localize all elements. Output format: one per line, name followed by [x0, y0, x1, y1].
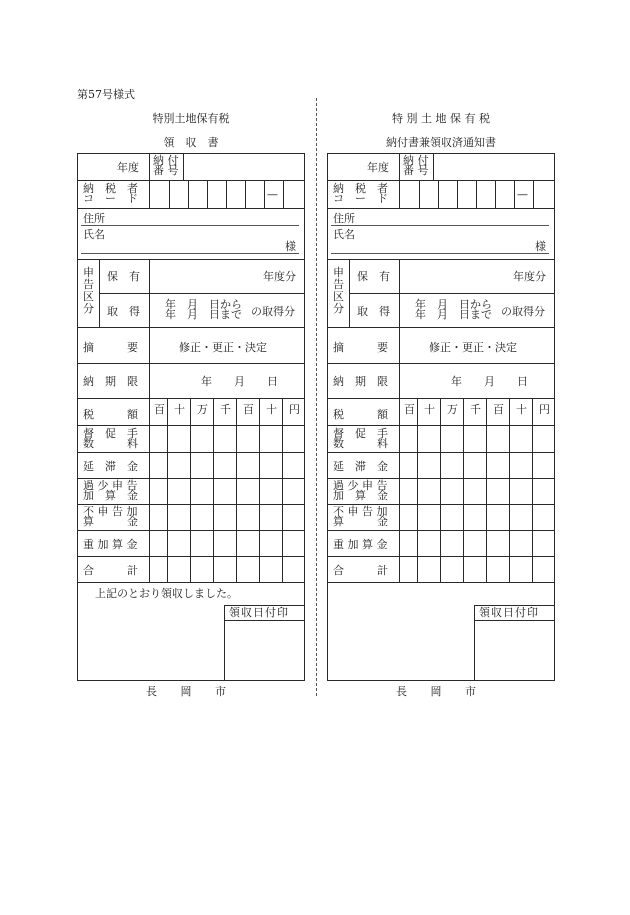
- tekiyo-value: 修正・更正・決定: [179, 341, 267, 354]
- sama-label: 様: [535, 240, 546, 253]
- shutoku-bun: の取得分: [501, 305, 545, 318]
- address-label: 住所: [83, 212, 105, 225]
- tekiyo-value: 修正・更正・決定: [429, 341, 517, 354]
- hoyu-label: 保 有: [357, 270, 390, 283]
- tekiyo-label: 摘 要: [333, 341, 388, 354]
- code-dash: —: [517, 188, 528, 201]
- code-dash: —: [267, 188, 278, 201]
- nendo-label: 年度: [117, 161, 139, 174]
- hoyu-label: 保 有: [107, 270, 140, 283]
- kasho-label: 過 少 申 告 加 算 金: [83, 479, 138, 502]
- digit-sen: 千: [470, 403, 481, 416]
- hoyu-nendo-bun: 年度分: [263, 270, 296, 283]
- closing-text: 上記のとおり領収しました。: [95, 587, 238, 600]
- digit-man: 万: [197, 403, 208, 416]
- nouki-label: 納 期 限: [333, 375, 388, 388]
- stamp-label: 領収日付印: [229, 606, 289, 619]
- zeigaku-label: 税 額: [83, 408, 138, 421]
- tokusoku-label: 督 促 手 数 料: [333, 427, 388, 450]
- right-subtitle: 納付書兼領収済通知書: [386, 136, 496, 149]
- digit-en: 円: [539, 403, 550, 416]
- shinkoku-kubun-label: 申 告 区 分: [83, 266, 94, 315]
- nouki-value: 年 月 日: [451, 375, 528, 388]
- tokusoku-label: 督 促 手 数 料: [83, 427, 138, 450]
- fushinkoku-label: 不 申 告 加 算 金: [333, 505, 388, 528]
- entai-label: 延 滞 金: [83, 460, 138, 473]
- digit-man: 万: [447, 403, 458, 416]
- kasho-label: 過 少 申 告 加 算 金: [333, 479, 388, 502]
- shutoku-period: 年 月 日から 年 月 日まで: [165, 298, 242, 321]
- digit-hyaku-man: 百: [404, 403, 415, 416]
- right-footer: 長 岡 市: [396, 685, 486, 698]
- hoyu-nendo-bun: 年度分: [513, 270, 546, 283]
- nofu-number-label: 納 付 番 号: [153, 154, 179, 177]
- shinkoku-kubun-label: 申 告 区 分: [333, 266, 344, 315]
- digit-hyaku-man: 百: [154, 403, 165, 416]
- nouki-label: 納 期 限: [83, 375, 138, 388]
- shutoku-label: 取 得: [107, 305, 140, 318]
- nendo-label: 年度: [367, 161, 389, 174]
- jukasan-label: 重 加 算 金: [83, 538, 138, 551]
- right-notice-form: [327, 153, 555, 681]
- shutoku-bun: の取得分: [251, 305, 295, 318]
- nouki-value: 年 月 日: [201, 375, 278, 388]
- left-title: 特別土地保有税: [152, 112, 230, 125]
- tekiyo-label: 摘 要: [83, 341, 138, 354]
- digit-hyaku: 百: [243, 403, 254, 416]
- digit-ju: 十: [266, 403, 277, 416]
- jukasan-label: 重 加 算 金: [333, 538, 388, 551]
- entai-label: 延 滞 金: [333, 460, 388, 473]
- sama-label: 様: [285, 240, 296, 253]
- taxpayer-code-label: 納 税 者 コ ー ド: [333, 182, 388, 205]
- form-number-label: 第57号様式: [77, 88, 135, 101]
- digit-hyaku: 百: [493, 403, 504, 416]
- stamp-label: 領収日付印: [479, 606, 539, 619]
- left-receipt-form: [77, 153, 305, 681]
- taxpayer-code-label: 納 税 者 コ ー ド: [83, 182, 138, 205]
- left-subtitle: 領 収 書: [163, 136, 219, 149]
- right-title: 特 別 土 地 保 有 税: [392, 112, 490, 125]
- address-label: 住所: [333, 212, 355, 225]
- name-label: 氏名: [333, 228, 355, 241]
- cut-line: [316, 98, 317, 696]
- gokei-label: 合 計: [333, 564, 388, 577]
- shutoku-period: 年 月 日から 年 月 日まで: [415, 298, 492, 321]
- digit-sen: 千: [220, 403, 231, 416]
- nofu-number-label: 納 付 番 号: [403, 154, 429, 177]
- name-label: 氏名: [83, 228, 105, 241]
- zeigaku-label: 税 額: [333, 408, 388, 421]
- gokei-label: 合 計: [83, 564, 138, 577]
- shutoku-label: 取 得: [357, 305, 390, 318]
- fushinkoku-label: 不 申 告 加 算 金: [83, 505, 138, 528]
- digit-ju-man: 十: [174, 403, 185, 416]
- digit-ju: 十: [516, 403, 527, 416]
- digit-ju-man: 十: [424, 403, 435, 416]
- left-footer: 長 岡 市: [146, 685, 236, 698]
- digit-en: 円: [289, 403, 300, 416]
